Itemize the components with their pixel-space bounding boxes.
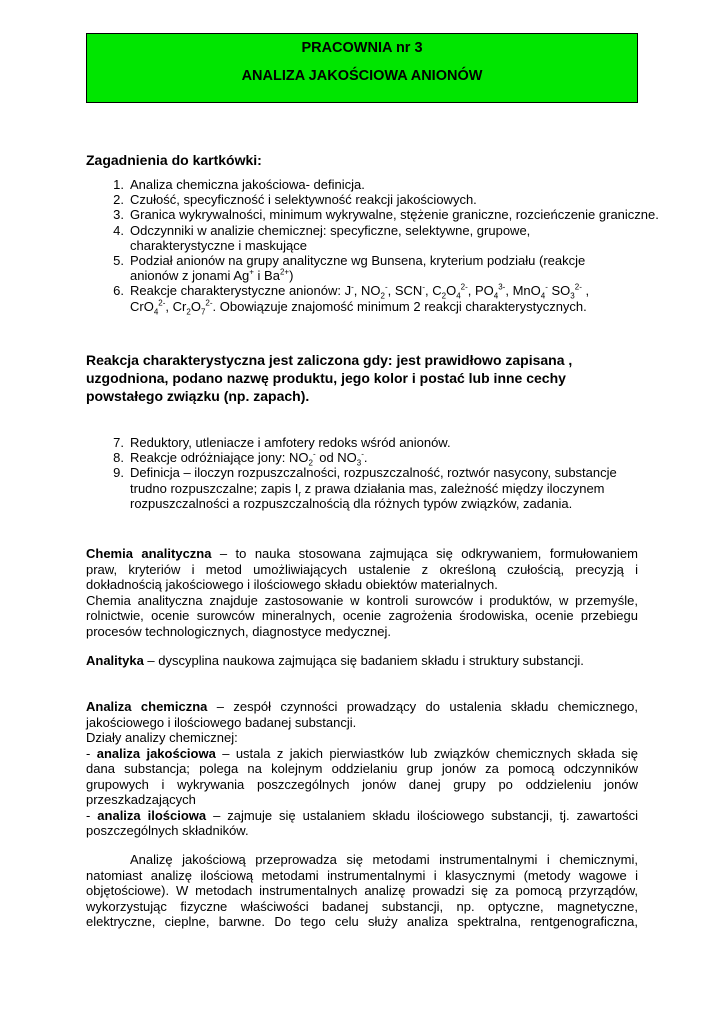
chemia-analityczna-paragraph: Chemia analityczna – to nauka stosowana zajmująca się odkrywaniem, formułowaniem praw, kryteriów i metod umożliwiających ustalenie z określoną czułością, precyzją i dokładnością jakościowego i ilościowego składu obiektów materialnych. Chemia analityczna znajduje zastosowanie w kontroli surowców i produktów, w przemyśle, rolnictwie, ocenie surowców mineralnych, ocenie zagrożenia środowiska, ocenie przebiegu procesów technologicznych, diagnostyce medycznej. bbox=[86, 546, 638, 639]
list-item: 6. Reakcje charakterystyczne anionów: J-, $NO_2^-$, SCN-, $C_2O_4^{2-}$, $PO_4^{3-}$, MnO$_4$- $SO_3^{2-}$ , CrO$_4^{2-}$, $Cr_2O_7^{2-}$. Obowiązuje znajomość minimum 2 reakcji charakterystycznych. bbox=[113, 283, 590, 317]
analiza-chemiczna-paragraph: Analiza chemiczna – zespół czynności prowadzący do ustalenia składu chemicznego, jakościowego i ilościowego badanej substancji. Działy analizy chemicznej: - analiza jakościowa – ustala z jakich pierwiastków lub związków chemicznych składa się dana substancja; polega na kolejnym oddzielaniu grup jonów za pomocą odczynników grupowych i wykrywania poszczególnych jonów danej grupy po oddzieleniu jonów przeszkadzających - analiza ilościowa – zajmuje się ustalaniem składu ilościowego substancji, tj. zawartości poszczególnych składników. bbox=[86, 699, 638, 838]
list-item: 1. Analiza chemiczna jakościowa- definicja. bbox=[113, 177, 365, 192]
list-item: 8. Reakcje odróżniające jony: $NO_2^-$ od $NO_3^-$. bbox=[113, 449, 368, 468]
list-item: 9. Definicja – iloczyn rozpuszczalności, rozpuszczalność, roztwór nasycony, substancje trudno rozpuszczalne; zapis $I_r$ z prawa działania mas, zależność między iloczynem rozpuszczalności a rozpuszczalnością dla różnych typów związków, zadania. bbox=[113, 465, 617, 511]
topic-list bbox=[86, 177, 686, 317]
list-item: 5. Podział anionów na grupy analityczne wg Bunsena, kryterium podziału (reakcje anionów z jonami Ag+ i $Ba^{2+}$) bbox=[113, 253, 586, 284]
title-box bbox=[86, 33, 638, 103]
page-subtitle: ANALIZA JAKOŚCIOWA ANIONÓW bbox=[241, 68, 483, 84]
list-item: 4. Odczynniki w analizie chemicznej: specyficzne, selektywne, grupowe, charakterystyczne i maskujące bbox=[113, 222, 531, 253]
evaluation-note: Reakcja charakterystyczna jest zaliczona gdy: jest prawidłowo zapisana , uzgodniona, podano nazwę produktu, jego kolor i postać lub inne cechy powstałego związku (np. zapach). bbox=[86, 352, 573, 404]
topic-list-continued bbox=[86, 435, 686, 511]
page-title: PRACOWNIA nr 3 bbox=[301, 40, 423, 56]
section-heading: Zagadnienia do kartkówki: bbox=[86, 152, 262, 168]
list-item: 3. Granica wykrywalności, minimum wykrywalne, stężenie graniczne, rozcieńczenie graniczne. bbox=[113, 207, 659, 223]
methods-paragraph: Analizę jakościową przeprowadza się metodami instrumentalnymi i chemicznymi, natomiast analizę ilościową metodami instrumentalnymi i klasycznymi (metody wagowe i objętościowe). W metodach instrumentalnych analizę prowadzi się za pomocą przyrządów, wykorzystując fizyczne właściwości badanej substancji, np. optyczne, magnetyczne, elektryczne, cieplne, barwne. Do tego celu służy analiza spektralna, rentgenograficzna, bbox=[86, 852, 638, 929]
list-item: 7. Reduktory, utleniacze i amfotery redoks wśród anionów. bbox=[113, 435, 451, 450]
list-item: 2. Czułość, specyficzność i selektywność reakcji jakościowych. bbox=[113, 192, 477, 208]
analityka-paragraph: Analityka – dyscyplina naukowa zajmująca się badaniem składu i struktury substancji. bbox=[86, 653, 584, 668]
